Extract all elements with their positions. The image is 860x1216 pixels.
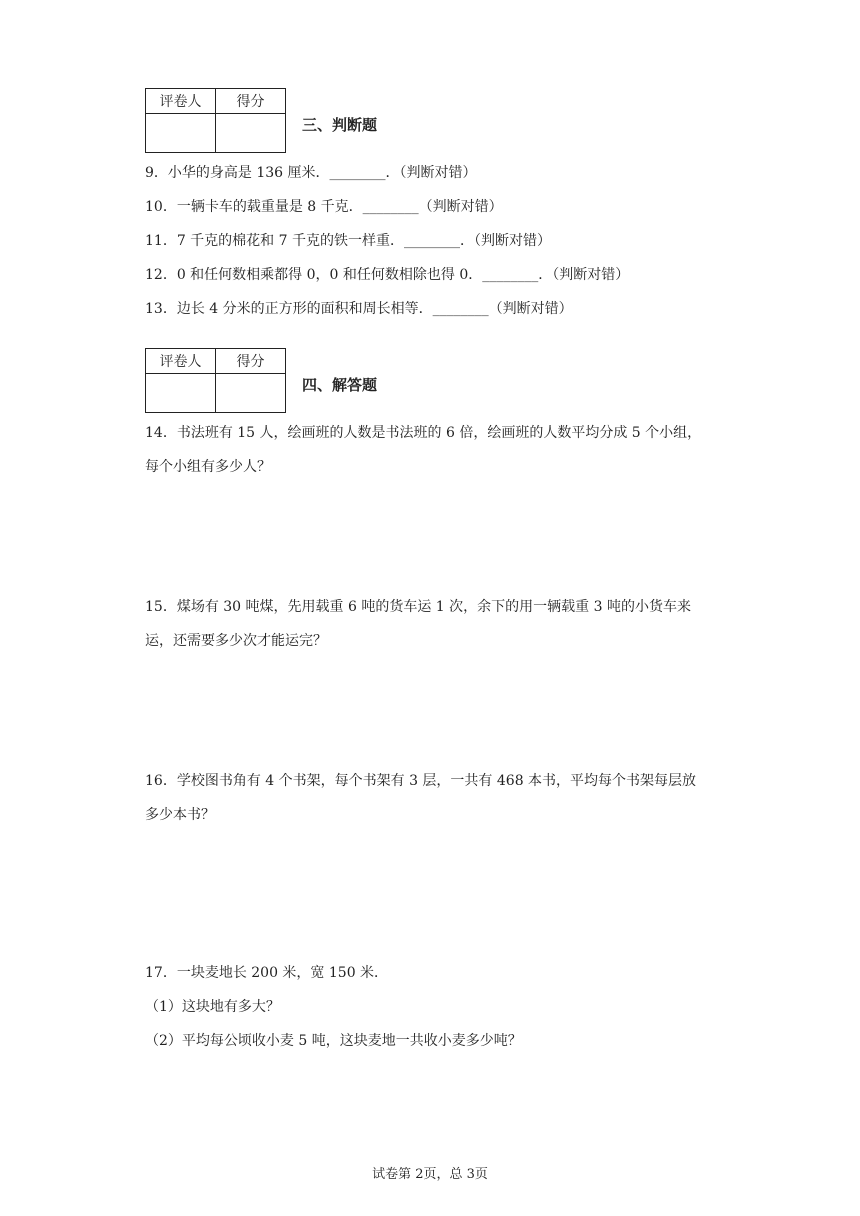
question-14-line1: 14．书法班有 15 人，绘画班的人数是书法班的 6 倍，绘画班的人数平均分成 5 个小组， xyxy=(145,425,702,441)
question-9: 9．小华的身高是 136 厘米．________．（判断对错） xyxy=(145,165,477,181)
score-cell xyxy=(216,114,286,153)
section3-title: 三、判断题 xyxy=(302,116,378,134)
grader-cell xyxy=(146,374,216,413)
question-15-line2: 运，还需要多少次才能运完？ xyxy=(145,633,327,649)
question-16-line1: 16．学校图书角有 4 个书架，每个书架有 3 层，一共有 468 本书，平均每个书架每层放 xyxy=(145,773,697,789)
question-12: 12．0 和任何数相乘都得 0，0 和任何数相除也得 0．________．（判断对错） xyxy=(145,267,630,283)
grader-cell xyxy=(146,114,216,153)
question-17-line1: 17．一块麦地长 200 米，宽 150 米． xyxy=(145,965,389,981)
question-14-line2: 每个小组有多少人？ xyxy=(145,459,271,475)
grader-header: 评卷人 xyxy=(146,89,216,114)
page-footer: 试卷第 2页，总 3页 xyxy=(372,1167,488,1182)
question-17-sub1: （1）这块地有多大？ xyxy=(145,999,280,1015)
score-header: 得分 xyxy=(216,349,286,374)
question-11: 11．7 千克的棉花和 7 千克的铁一样重．________．（判断对错） xyxy=(145,233,551,249)
grader-header: 评卷人 xyxy=(146,349,216,374)
score-table-section3 xyxy=(145,88,286,153)
question-10: 10．一辆卡车的载重量是 8 千克．________（判断对错） xyxy=(145,199,503,215)
question-16-line2: 多少本书？ xyxy=(145,807,215,823)
question-13: 13．边长 4 分米的正方形的面积和周长相等．________（判断对错） xyxy=(145,301,573,317)
section4-title: 四、解答题 xyxy=(302,376,378,394)
score-table-section4 xyxy=(145,348,286,413)
question-15-line1: 15．煤场有 30 吨煤，先用载重 6 吨的货车运 1 次，余下的用一辆载重 3 吨的小货车来 xyxy=(145,599,691,615)
score-header: 得分 xyxy=(216,89,286,114)
question-17-sub2: （2）平均每公顷收小麦 5 吨，这块麦地一共收小麦多少吨？ xyxy=(145,1033,522,1049)
score-cell xyxy=(216,374,286,413)
